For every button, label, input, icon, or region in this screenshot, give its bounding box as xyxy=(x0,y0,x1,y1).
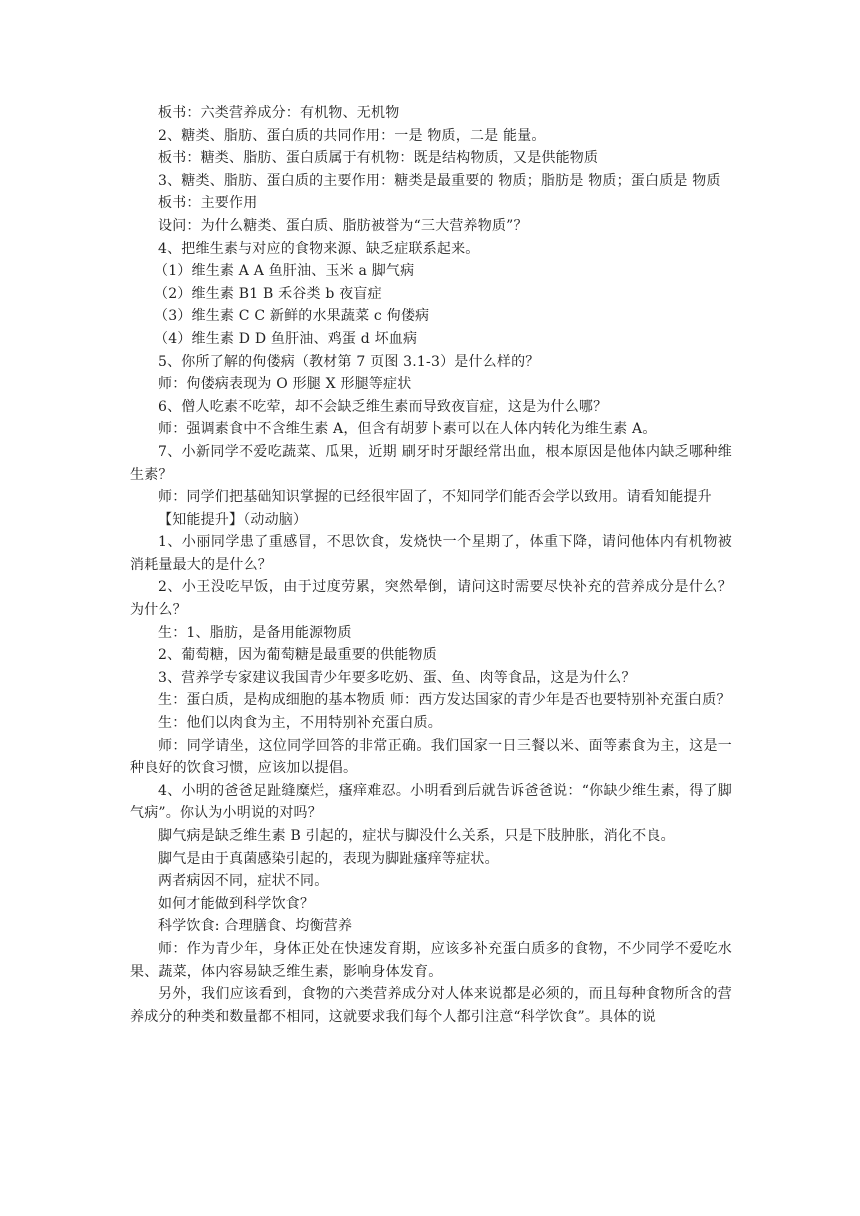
list-item: （1）维生素 A A 鱼肝油、玉米 a 脚气病 xyxy=(154,263,415,280)
section-heading: 【知能提升】（动动脑） xyxy=(158,511,308,528)
list-item: （3）维生素 C C 新鲜的水果蔬菜 c 佝偻病 xyxy=(154,308,430,325)
paragraph: 5、你所了解的佝偻病（教材第 7 页图 3.1-3）是什么样的？ xyxy=(158,353,540,370)
paragraph: 3、糖类、脂肪、蛋白质的主要作用：糖类是最重要的 物质；脂肪是 物质；蛋白质是 物质 xyxy=(158,172,721,189)
paragraph: 师：同学请坐，这位同学回答的非常正确。我们国家一日三餐以米、面等素食为主，这是一种良好的饮食习惯，应该加以提倡。 xyxy=(130,737,732,777)
paragraph: 脚气是由于真菌感染引起的，表现为脚趾瘙痒等症状。 xyxy=(158,850,499,867)
paragraph: 另外，我们应该看到，食物的六类营养成分对人体来说都是必须的，而且每种食物所含的营养成分的种类和数量都不相同，这就要求我们每个人都引注意“科学饮食”。具体的说 xyxy=(130,986,732,1025)
paragraph: 设问：为什么糖类、蛋白质、脂肪被誉为“三大营养物质”？ xyxy=(158,217,528,234)
paragraph: 板书：糖类、脂肪、蛋白质属于有机物：既是结构物质，又是供能物质 xyxy=(158,150,599,167)
paragraph: 7、小新同学不爱吃蔬菜、瓜果，近期 刷牙时牙龈经常出血，根本原因是他体内缺乏哪种维生素？ xyxy=(130,443,732,483)
paragraph: 生：1、脂肪，是备用能源物质 xyxy=(158,624,352,641)
paragraph: 如何才能做到科学饮食？ xyxy=(158,895,315,912)
paragraph: 生：他们以肉食为主，不用特别补充蛋白质。 xyxy=(158,715,442,732)
paragraph: 师：同学们把基础知识掌握的已经很牢固了，不知同学们能否会学以致用。请看知能提升 xyxy=(158,489,712,506)
paragraph: 4、把维生素与对应的食物来源、缺乏症联系起来。 xyxy=(158,240,480,257)
document-body xyxy=(130,102,732,1028)
paragraph: 脚气病是缺乏维生素 B 引起的，症状与脚没什么关系，只是下肢肿胀，消化不良。 xyxy=(158,828,675,844)
paragraph: 1、小丽同学患了重感冒，不思饮食，发烧快一个星期了，体重下降，请问他体内有机物被消耗量最大的是什么？ xyxy=(130,534,732,573)
paragraph: 6、僧人吃素不吃荤，却不会缺乏维生素而导致夜盲症，这是为什么哪？ xyxy=(158,398,608,415)
paragraph: 4、小明的爸爸足趾缝糜烂，瘙痒难忍。小明看到后就告诉爸爸说：“你缺少维生素，得了脚气病”。你认为小明说的对吗？ xyxy=(130,782,732,822)
paragraph: 2、小王没吃早饭，由于过度劳累，突然晕倒，请问这时需要尽快补充的营养成分是什么？为什么？ xyxy=(130,579,732,619)
paragraph: 两者病因不同，症状不同。 xyxy=(158,873,329,890)
paragraph: 师：作为青少年，身体正处在快速发育期，应该多补充蛋白质多的食物，不少同学不爱吃水果、蔬菜，体内容易缺乏维生素，影响身体发育。 xyxy=(130,940,732,980)
paragraph: 生：蛋白质，是构成细胞的基本物质 师：西方发达国家的青少年是否也要特别补充蛋白质？ xyxy=(158,692,731,709)
paragraph: 科学饮食: 合理膳食、均衡营养 xyxy=(158,918,353,935)
paragraph: 2、葡萄糖，因为葡萄糖是最重要的供能物质 xyxy=(158,647,437,664)
paragraph: 板书：六类营养成分：有机物、无机物 xyxy=(158,105,400,121)
paragraph: 师：强调素食中不含维生素 A，但含有胡萝卜素可以在人体内转化为维生素 A。 xyxy=(158,421,657,438)
paragraph: 3、营养学专家建议我国青少年要多吃奶、蛋、鱼、肉等食品，这是为什么？ xyxy=(158,669,636,686)
paragraph: 师：佝偻病表现为 O 形腿 X 形腿等症状 xyxy=(158,376,412,393)
paragraph: 2、糖类、脂肪、蛋白质的共同作用：一是 物质，二是 能量。 xyxy=(158,127,546,144)
paragraph: 板书：主要作用 xyxy=(158,195,258,212)
list-item: （2）维生素 B1 B 禾谷类 b 夜盲症 xyxy=(154,285,382,302)
list-item: （4）维生素 D D 鱼肝油、鸡蛋 d 坏血病 xyxy=(154,330,418,347)
